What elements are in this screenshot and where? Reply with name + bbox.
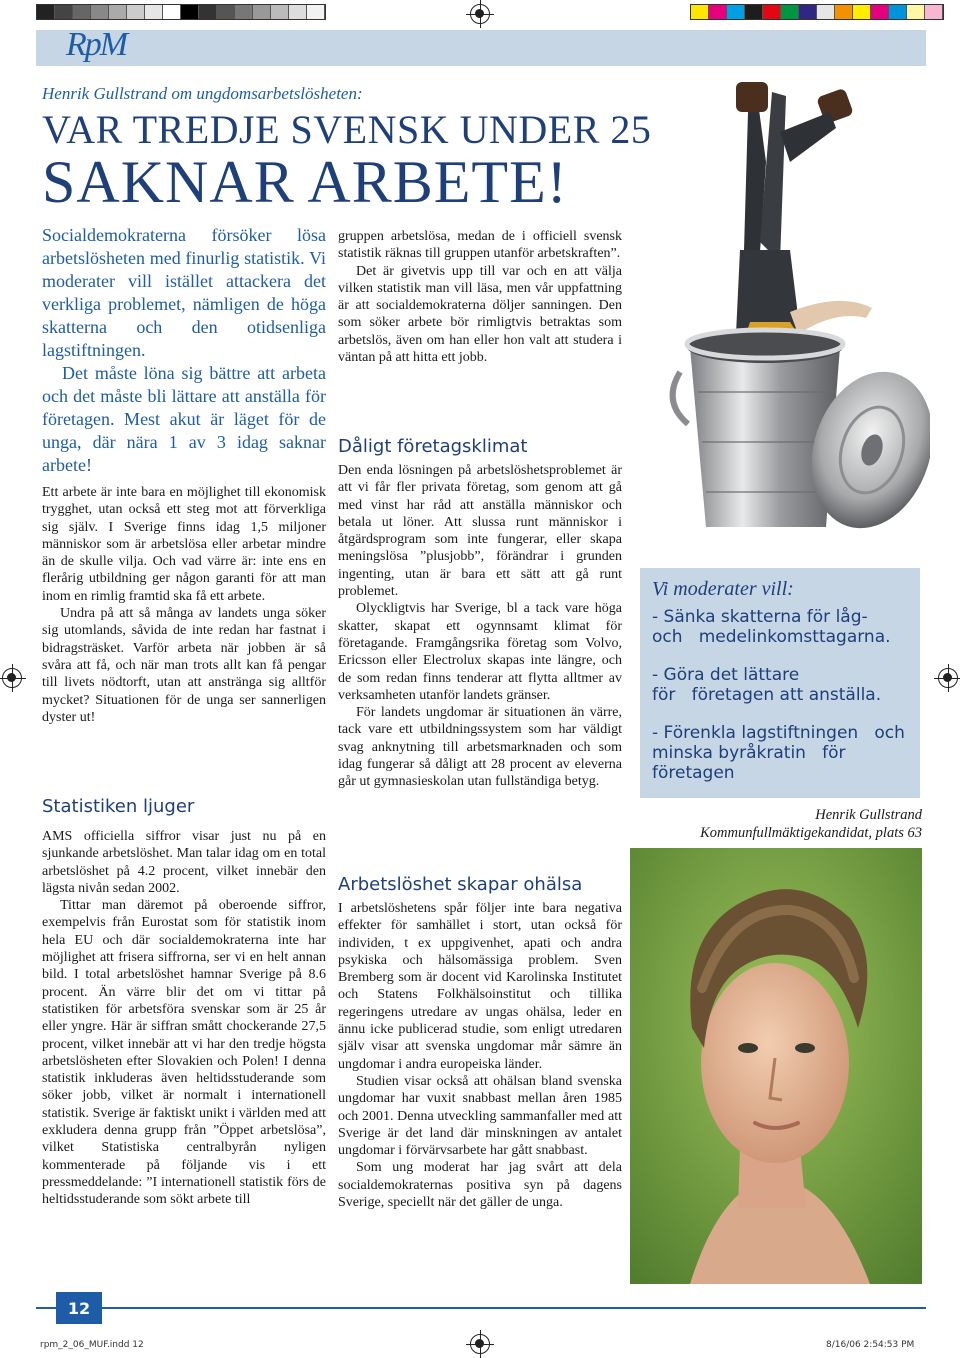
color-swatch — [781, 5, 799, 19]
page-rule — [36, 1307, 926, 1309]
print-slug-right: 8/16/06 2:54:53 PM — [826, 1340, 915, 1350]
body-column-2-top — [338, 228, 622, 366]
body-paragraph: Studien visar också att ohälsan bland svenska ungdomar har vuxit snabbast mellan åren 1985 och 2001. Denna utveckling sammanfaller med att Sverige är det land där minskningen av antalet ungdomar i förvärvsarbete har gått snabbast. — [338, 1073, 622, 1159]
registration-mark-icon — [938, 668, 958, 688]
color-swatch — [889, 5, 907, 19]
policy-box-title: Vi moderater vill: — [652, 578, 794, 600]
body-paragraph: Den enda lösningen på arbetslöshetsproblemet är att vi får fler privata företag, som genom att gå med vinst har råd att anställa människor och betala ut löner. Att slussa runt människor i åtgärdsprogram som inte fungerar, eller skapa meningslösa ”plusjobb”, förändrar i grunden ingenting, utan är bara ett sätt att gå runt problemet. — [338, 463, 622, 600]
section-foretagsklimat-body — [338, 462, 622, 791]
section-ohalsa-body — [338, 900, 622, 1211]
section-statistiken-body — [42, 828, 326, 1209]
color-swatch — [253, 5, 271, 19]
subheading-ohalsa: Arbetslöshet skapar ohälsa — [338, 874, 583, 895]
policy-item: - Förenkla lagstiftningen och minska byråkratin för företagen — [652, 723, 905, 783]
color-swatch — [709, 5, 727, 19]
registration-mark-icon — [2, 668, 22, 688]
color-swatch — [73, 5, 91, 19]
color-calibration-bar-left — [36, 4, 326, 20]
body-paragraph: AMS officiella siffror visar just nu på en sjunkande arbetslöshet. Man talar idag om en total arbetslöshet på 4.2 procent, vilket innebär den lägsta nivån sedan 2002. — [42, 829, 326, 896]
page-number: 12 — [56, 1292, 102, 1324]
color-swatch — [817, 5, 835, 19]
legs-icon — [736, 82, 872, 354]
body-paragraph: gruppen arbetslösa, medan de i officiell svensk statistik räknas till gruppen utanför arbetskraften”. — [338, 229, 622, 262]
body-paragraph: Olyckligtvis har Sverige, bl a tack vare höga skatter, skapat ett ogynnsamt klimat för företagande. Framgångsrika företag som Volvo, Ericsson eller Electrolux skapas inte längre, och de som redan finns tenderar att flytta alltmer av verksamheten utanför landets gränser. — [338, 601, 622, 703]
policy-box — [640, 568, 920, 798]
article-intro — [42, 224, 326, 477]
color-swatch — [871, 5, 889, 19]
color-swatch — [799, 5, 817, 19]
intro-paragraph: Det måste löna sig bättre att arbeta och det måste bli lättare att anställa för företagen. Mest akut är läget för de unga, där nära 1 av 3 idag saknar arbete! — [42, 363, 326, 475]
color-swatch — [217, 5, 235, 19]
color-swatch — [235, 5, 253, 19]
author-name: Henrik Gullstrand — [815, 807, 922, 823]
color-swatch — [745, 5, 763, 19]
color-swatch — [853, 5, 871, 19]
color-calibration-bar-right — [690, 4, 944, 20]
headline-line-1: VAR TREDJE SVENSK UNDER 25 — [42, 107, 652, 152]
trash-can-illustration — [640, 72, 930, 542]
color-swatch — [835, 5, 853, 19]
intro-paragraph: Socialdemokraterna försöker lösa arbetslösheten med finurlig statistik. Vi moderater vill istället attackera det verkliga problemet, nämligen de höga skatterna och den otidsenliga lagstiftningen. — [42, 225, 326, 360]
color-swatch — [925, 5, 943, 19]
policy-item: - Göra det lättare för företagen att anställa. — [652, 665, 882, 705]
registration-mark-icon — [470, 1334, 490, 1354]
color-swatch — [91, 5, 109, 19]
color-swatch — [289, 5, 307, 19]
body-paragraph: I arbetslöshetens spår följer inte bara negativa effekter för samhället i stort, utan också för individen, t ex uppgivenhet, apati och andra psykiska och hälsomässiga problem. Sven Bremberg som är docent vid Karolinska Institutet och Statens Folkhälsoinstitut och tillika regeringens utredare av ungas ohälsa, leder en ännu icke publicerad studie, som enligt utredaren själv visar att svenska ungdomar mår sämre än ungdomar i andra europeiska länder. — [338, 901, 622, 1072]
article-kicker: Henrik Gullstrand om ungdomsarbetslösheten: — [42, 84, 363, 103]
color-swatch — [907, 5, 925, 19]
subheading-statistiken: Statistiken ljuger — [42, 796, 195, 817]
body-paragraph: För landets ungdomar är situationen än värre, tack vare ett utbildningssystem som har väldigt svag anknytning till arbetsmarknaden och som idag fungerar så dåligt att 28 procent av eleverna går ut gymnasieskolan utan fullständiga betyg. — [338, 705, 622, 790]
policy-item: - Sänka skatterna för låg- och medelinkomsttagarna. — [652, 607, 891, 647]
color-swatch — [109, 5, 127, 19]
body-paragraph: Det är givetvis upp till var och en att välja vilken statistik man vill läsa, men vår uppfattning är att socialdemokraterna döljer sanningen. Den som söker arbete bör rimligtvis betraktas som arbetslös, även om han eller hon valt att studera i väntan på att hitta ett jobb. — [338, 263, 622, 366]
rpm-logo: RpM — [66, 26, 127, 63]
subheading-foretagsklimat: Dåligt företagsklimat — [338, 436, 528, 457]
color-swatch — [55, 5, 73, 19]
color-swatch — [763, 5, 781, 19]
color-swatch — [727, 5, 745, 19]
color-swatch — [163, 5, 181, 19]
body-paragraph: Undra på att så många av landets unga söker sig utomlands, såvida de inte redan har fastnat i bidragsträsket. Varför arbeta när jobben är så svåra att få, och när man trots allt kan få pengar till livets nödtorft, utan att anstränga sig alltför mycket? Situationen för de unga ser sannerligen dyster ut! — [42, 606, 326, 725]
portrait-photo — [630, 848, 922, 1284]
color-swatch — [145, 5, 163, 19]
body-paragraph: Tittar man däremot på oberoende siffror, exempelvis från Eurostat som för statistik inom hela EU och där socialdemokraterna inte har möjlighet att frisera siffrorna, ser vi en helt annan bild. I total arbetslöshet hamnar Sverige på 8.6 procent. Än värre blir det om vi tittar på statistiken för arbetsföra svenskar som är 25 år eller yngre. Här är siffran smått chockerande 27,5 procent, vilket innebär att vi har den tredje högsta arbetslösheten efter Slovakien och Polen! I denna statistik inkluderas även heltidsstuderande som söker jobb, vilket är normalt i internationell statistik. Sverige är faktiskt unikt i världen med att exkludera denna grupp från ”Öppet arbetslösa”, vilket Statistiska centralbyrån nyligen kommenterade på följande vis i ett pressmeddelande: ”I internationell statistik förs de heltidsstuderande som sökt arbete till — [42, 898, 326, 1208]
color-swatch — [127, 5, 145, 19]
headline-line-2: SAKNAR ARBETE! — [42, 149, 568, 215]
author-signature — [640, 806, 922, 842]
body-paragraph: Ett arbete är inte bara en möjlighet till ekonomisk trygghet, utan också ett steg mot att förverkliga sig själv. I Sverige finns idag 1,5 miljoner människor som är arbetslösa eller arbetar mindre än de skulle vilja. Och vad värre är: inte ens en flerårig utbildning ger någon garanti för att man inom en rimlig framtid ska få ett arbete. — [42, 485, 326, 604]
color-swatch — [307, 5, 325, 19]
body-column-1 — [42, 484, 326, 726]
color-swatch — [37, 5, 55, 19]
author-role: Kommunfullmäktigekandidat, plats 63 — [700, 825, 922, 841]
body-paragraph: Som ung moderat har jag svårt att dela socialdemokraternas positiva syn på dagens Sverige, speciellt när det gäller de unga. — [338, 1160, 622, 1211]
color-swatch — [271, 5, 289, 19]
color-swatch — [199, 5, 217, 19]
registration-mark-icon — [470, 4, 490, 24]
color-swatch — [691, 5, 709, 19]
header-band — [36, 30, 926, 66]
print-slug-left: rpm_2_06_MUF.indd 12 — [40, 1340, 144, 1350]
color-swatch — [181, 5, 199, 19]
